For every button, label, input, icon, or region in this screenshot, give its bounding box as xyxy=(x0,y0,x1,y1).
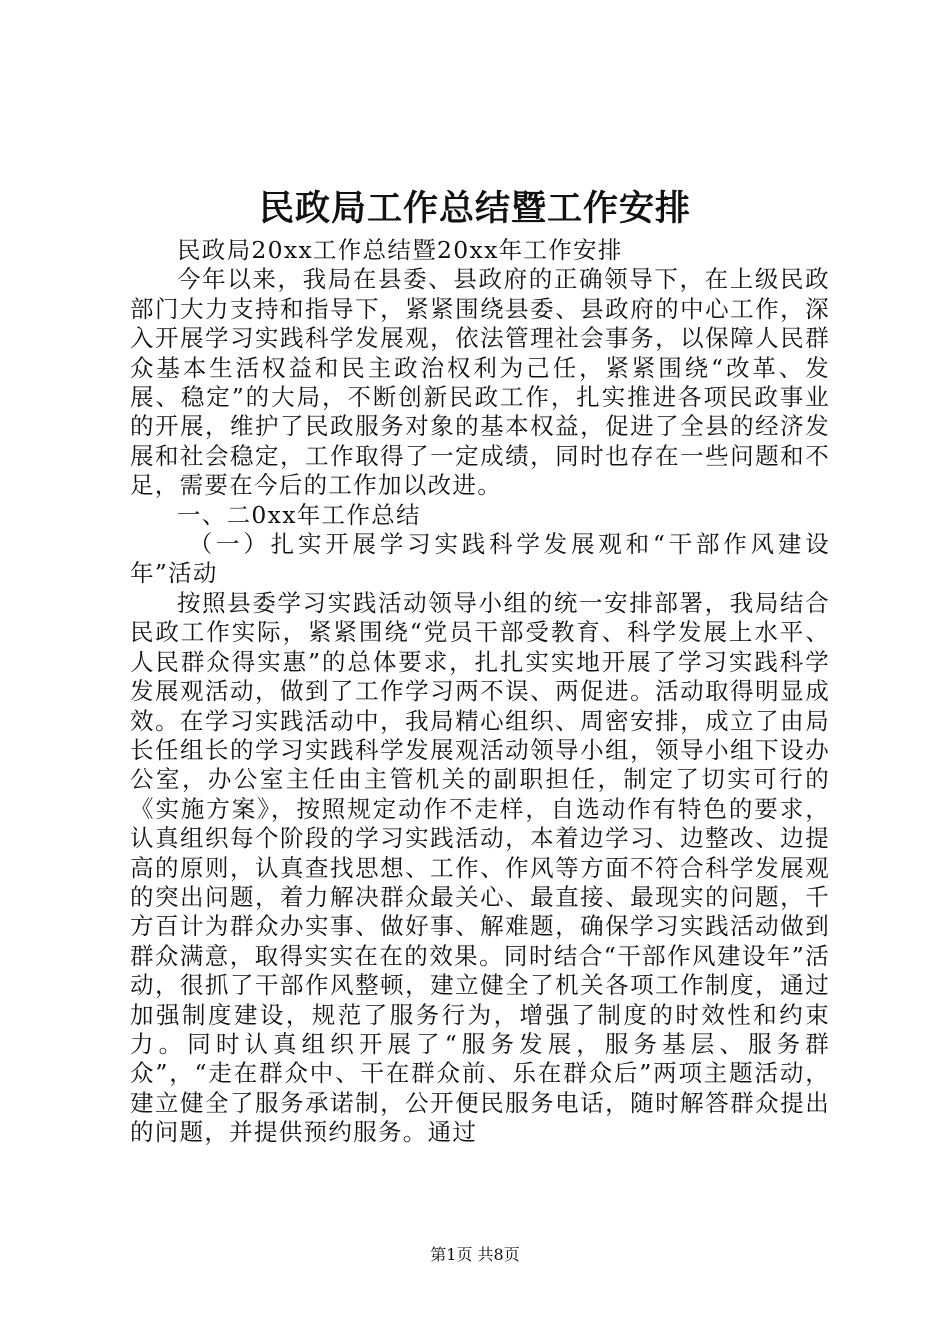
document-title: 民政局工作总结暨工作安排 xyxy=(258,188,691,229)
subsection-heading: （一）扎实开展学习实践科学发展观和“干部作风建设年”活动 xyxy=(130,530,830,588)
document-body xyxy=(130,236,830,1148)
paragraph-body: 按照县委学习实践活动领导小组的统一安排部署，我局结合民政工作实际，紧紧围绕“党员干部受教育、科学发展上水平、人民群众得实惠”的总体要求，扎扎实实地开展了学习实践科学发展观活动，做到了工作学习两不误、两促进。活动取得明显成效。在学习实践活动中，我局精心组织、周密安排，成立了由局长任组长的学习实践科学发展观活动领导小组，领导小组下设办公室，办公室主任由主管机关的副职担任，制定了切实可行的《实施方案》，按照规定动作不走样，自选动作有特色的要求，认真组织每个阶段的学习实践活动，本着边学习、边整改、边提高的原则，认真查找思想、工作、作风等方面不符合科学发展观的突出问题，着力解决群众最关心、最直接、最现实的问题，千方百计为群众办实事、做好事、解难题，确保学习实践活动做到群众满意，取得实实在在的效果。同时结合“干部作风建设年”活动，很抓了干部作风整顿，建立健全了机关各项工作制度，通过加强制度建设，规范了服务行为，增强了制度的时效性和约束力。同时认真组织开展了“服务发展，服务基层、服务群众”，“走在群众中、干在群众前、乐在群众后”两项主题活动，建立健全了服务承诺制，公开便民服务电话，随时解答群众提出的问题，并提供预约服务。通过 xyxy=(130,588,830,1147)
document-subtitle: 民政局20xx工作总结暨20xx年工作安排 xyxy=(177,236,623,264)
paragraph-intro: 今年以来，我局在县委、县政府的正确领导下，在上级民政部门大力支持和指导下，紧紧围绕县委、县政府的中心工作，深入开展学习实践科学发展观，依法管理社会事务，以保障人民群众基本生活权益和民主政治权利为己任，紧紧围绕“改革、发展、稳定”的大局，不断创新民政工作，扎实推进各项民政事业的开展，维护了民政服务对象的基本权益，促进了全县的经济发展和社会稳定，工作取得了一定成绩，同时也存在一些问题和不足，需要在今后的工作加以改进。 xyxy=(130,265,830,500)
section-heading: 一、二0xx年工作总结 xyxy=(177,500,421,529)
page-number-footer: 第1页 共8页 xyxy=(430,1245,520,1264)
